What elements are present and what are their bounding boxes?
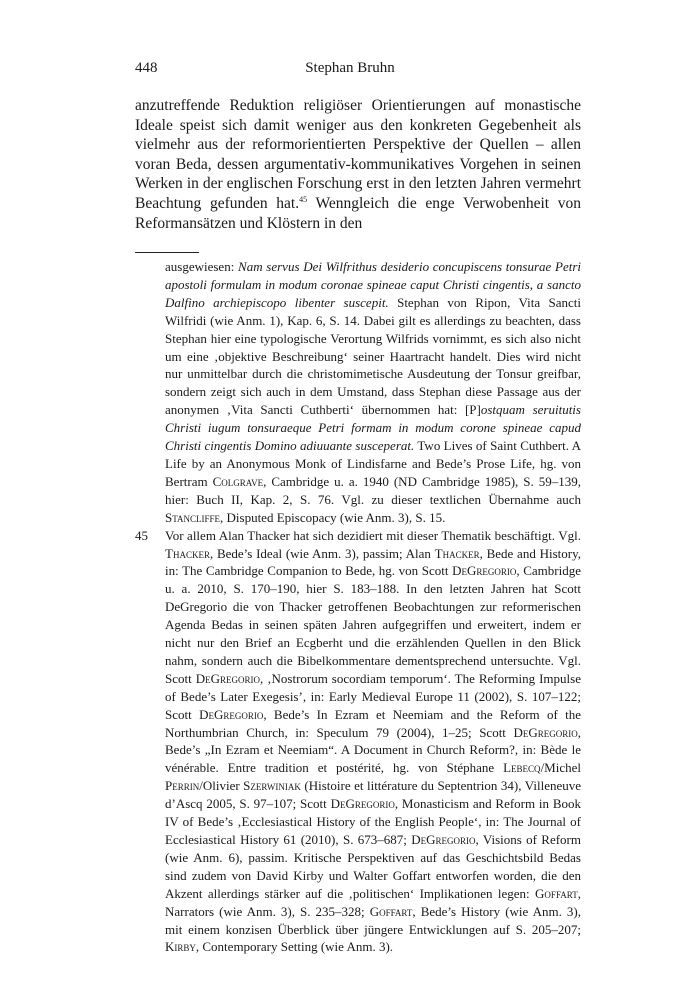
- author-name: DeGregorio: [452, 563, 517, 579]
- body-paragraph: [135, 96, 581, 233]
- footnotes: [135, 258, 581, 956]
- fn-text: , Bede’s In Ezram et Neemiam and the Reform of the Northumbrian Church, in: Speculum 79 (2004), 1–25; Scott: [165, 706, 581, 740]
- fn-text: , Bede’s Ideal (wie Anm. 3), passim; Alan: [209, 545, 435, 561]
- fn-text: Vor allem Alan Thacker hat sich dezidiert mit dieser Thematik beschäftigt. Vgl.: [165, 527, 581, 543]
- fn-text: , Bede’s „In Ezram et Neemiam“. A Document in Church Reform?, in: Bède le vénérable. Entre tradition et postérité, hg. von Stéphane: [165, 724, 581, 776]
- fn-text: /Olivier: [199, 778, 244, 794]
- author-name: Perrin: [165, 778, 200, 794]
- running-head: Stephan Bruhn: [305, 60, 395, 76]
- footnote-44-continued: [135, 258, 581, 527]
- author-name: Thacker: [165, 545, 210, 561]
- author-name: DeGregorio: [330, 796, 395, 812]
- fn-text: (Histoire et littérature du Septentrion 34), Villeneuve d’Ascq 2005, S. 97–107; Scott: [165, 778, 582, 812]
- author-name: DeGregorio: [411, 832, 476, 847]
- fn-text: , Cambridge u. a. 1940 (ND Cambridge 1985), S. 59–139, hier: Buch II, Kap. 2, S. 76. Vgl. zu dieser textlichen Übernahme auch: [165, 473, 582, 507]
- fn-text: ausgewiesen:: [165, 259, 239, 274]
- fn-text: , ‚Nostrorum socordiam temporum‘. The Reforming Impulse of Bede’s Later Exegesis’, in: Early Medieval Europe 11 (2002), S. 107–122; Scott: [165, 670, 581, 722]
- author-name: Kirby: [165, 939, 196, 955]
- footnote-reference-45[interactable]: 45: [299, 194, 308, 204]
- body-text-part-1: anzutreffende Reduktion religiöser Orientierungen auf monastische Ideale speist sich damit weniger aus den konkreten Gegebenheit als vielmehr aus der reformorientierten Perspektive der Quellen – allen voran Beda, dessen argumentativ-kommunikatives Vorgehen in seinen Werken in der englischen Forschung erst in den letzten Jahren vermehrt Beachtung gefunden hat.: [135, 97, 581, 212]
- fn-text: Two Lives of Saint Cuthbert. A Life by an Anonymous Monk of Lindisfarne and Bede’s Prose Life, hg. von Bertram: [165, 438, 581, 489]
- author-name: DeGregorio: [195, 670, 260, 686]
- page-number: 448: [135, 60, 158, 76]
- author-name: Thacker: [434, 545, 480, 561]
- fn-text: , Cambridge u. a. 2010, S. 170–190, hier S. 183–188. In den letzten Jahren hat Scott DeGregorio die von Thacker getroffenen Beobachtungen zur reformerischen Agenda Bedas in seinen späten Jahren aufgegriffen und erweitert, indem er nicht nur den Brief an Ecgberht und die erzählenden Quellen in den Blick nahm, sondern auch die Bibelkommentare dementsprechend untersuchte. Vgl. Scott: [165, 563, 581, 686]
- latin-quote: Nam servus Dei Wilfrithus desiderio concupiscens tonsurae Petri apostoli formulam in modum coronae spineae caput Christi cingentis, a sancto Dalfino archiepiscopo libenter suscepit.: [165, 259, 582, 310]
- fn-text: , Monasticism and Reform in Book IV of Bede’s ‚Ecclesiastical History of the English People‘, in: The Journal of Ecclesiastical History 61 (2010), S. 673–687;: [165, 796, 581, 847]
- author-name: Goffart: [535, 885, 578, 901]
- fn-text: /Michel: [540, 760, 581, 776]
- author-name: Goffart: [369, 903, 413, 919]
- latin-quote: ostquam seruitutis Christi iugum tonsuraeque Petri formam in modum corone spineae capud Christi cingentis Domino adiuuante susceperat.: [165, 402, 581, 454]
- author-name: Colgrave: [212, 473, 264, 489]
- author-name: Stancliffe: [165, 509, 221, 525]
- author-name: DeGregorio: [199, 706, 264, 722]
- fn-text: , Bede and History, in: The Cambridge Companion to Bede, hg. von Scott: [165, 545, 581, 579]
- author-name: Lebecq: [503, 760, 541, 776]
- fn-text: Stephan von Ripon, Vita Sancti Wilfridi (wie Anm. 1), Kap. 6, S. 14. Dabei gilt es allerdings zu beachten, dass Stephan hier eine typologische Verortung Wilfrids vornimmt, es sich also nicht um eine ‚objektive Beschreibung‘ seiner Haartracht handelt. Dies wird nicht nur unmittelbar durch die christomimetische Ausdeutung der Tonsur greifbar, sondern zeigt sich auch in dem Umstand, dass Stephan diese Passage aus der anonymen ‚Vita Sancti Cuthberti‘ übernommen hat: [P]: [165, 294, 581, 418]
- author-name: Szerwiniak: [243, 778, 301, 794]
- fn-text: , Bede’s History (wie Anm. 3), mit einem konzisen Überblick über jüngere Entwicklungen auf S. 205–207;: [165, 903, 582, 937]
- body-text-part-2: Wenngleich die enge Verwobenheit von Reformansätzen und Klöstern in den: [135, 194, 582, 232]
- footnote-number: 45: [135, 527, 148, 543]
- footnote-separator: [135, 252, 199, 253]
- fn-text: , Disputed Episcopacy (wie Anm. 3), S. 15.: [220, 509, 446, 525]
- fn-text: , Contemporary Setting (wie Anm. 3).: [195, 939, 394, 955]
- footnote-45: [135, 527, 581, 957]
- fn-text: , Visions of Reform (wie Anm. 6), passim. Kritische Perspektiven auf das Geschichtsbild Bedas sind zudem von David Kirby und Walter Goffart entworfen worden, die den Akzent allerdings stärker auf die ‚politischen‘ Implikationen legen:: [165, 832, 581, 901]
- fn-text: , Narrators (wie Anm. 3), S. 235–328;: [165, 885, 581, 919]
- author-name: DeGregorio: [513, 724, 578, 740]
